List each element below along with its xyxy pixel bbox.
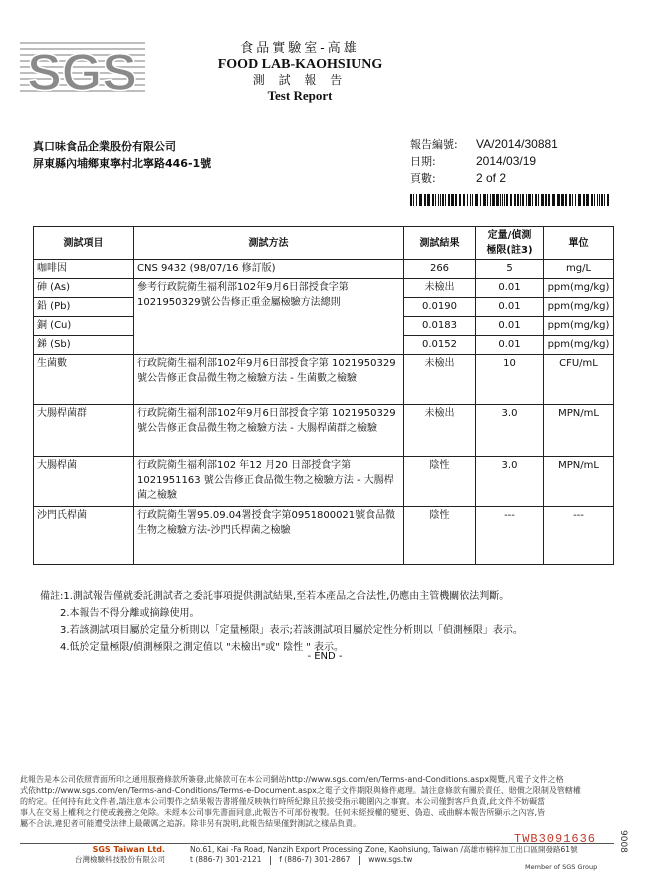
footer-divider xyxy=(20,843,614,844)
report-date-label: 日期: xyxy=(410,155,436,168)
report-meta xyxy=(410,136,558,187)
lab-name-english: FOOD LAB-KAOHSIUNG xyxy=(217,57,383,72)
report-date-value: 2014/03/19 xyxy=(476,154,537,168)
cell-result: 0.0190 xyxy=(404,298,476,317)
client-block xyxy=(33,138,211,172)
cell-result: 266 xyxy=(404,260,476,279)
cell-limit: 10 xyxy=(476,355,544,405)
report-barcode xyxy=(410,194,612,206)
side-code: 9008 xyxy=(618,830,628,853)
table-row xyxy=(34,507,614,565)
cell-unit: ppm(mg/kg) xyxy=(544,279,614,298)
sgs-logo xyxy=(20,40,145,100)
cell-result: 未檢出 xyxy=(404,405,476,457)
header-limit: 定量/偵測 極限(註3) xyxy=(476,227,544,260)
cell-result: 0.0152 xyxy=(404,336,476,355)
page-count-value: 2 of 2 xyxy=(476,171,507,185)
cell-item: 鉛 (Pb) xyxy=(34,298,134,317)
cell-unit: ppm(mg/kg) xyxy=(544,298,614,317)
note-2: 2.本報告不得分離或摘錄使用。 xyxy=(60,608,200,619)
lab-name-chinese: 食品實驗室-高雄 xyxy=(240,41,360,56)
note-4: 4.低於定量極限/偵測極限之測定值以 "未檢出"或" 陰性 " 表示。 xyxy=(60,642,345,653)
cell-limit: 0.01 xyxy=(476,336,544,355)
results-table xyxy=(33,226,614,565)
footer-company xyxy=(75,845,165,865)
header-unit: 單位 xyxy=(544,227,614,260)
table-row xyxy=(34,260,614,279)
company-name-english: SGS Taiwan Ltd. xyxy=(92,845,165,854)
cell-item: 砷 (As) xyxy=(34,279,134,298)
header-test-item: 測試項目 xyxy=(34,227,134,260)
page-count-label: 頁數: xyxy=(410,172,436,185)
report-number-label: 報告編號: xyxy=(410,138,458,151)
cell-limit: --- xyxy=(476,507,544,565)
footer-contact xyxy=(190,845,578,865)
report-title-english: Test Report xyxy=(267,88,333,103)
cell-limit: 3.0 xyxy=(476,457,544,507)
cell-result: 陰性 xyxy=(404,507,476,565)
note-3: 3.若該測試項目屬於定量分析則以「定量極限」表示;若該測試項目屬於定性分析則以「偵測極限」表示。 xyxy=(60,625,523,636)
cell-unit: mg/L xyxy=(544,260,614,279)
cell-unit: ppm(mg/kg) xyxy=(544,317,614,336)
company-fax: f (886-7) 301-2867 xyxy=(279,855,351,864)
cell-item: 生菌數 xyxy=(34,355,134,405)
header-test-method: 測試方法 xyxy=(134,227,404,260)
company-website: www.sgs.tw xyxy=(368,855,413,864)
cell-item: 大腸桿菌 xyxy=(34,457,134,507)
cell-limit: 5 xyxy=(476,260,544,279)
company-phone: t (886-7) 301-2121 xyxy=(190,855,262,864)
report-number-value: VA/2014/30881 xyxy=(476,137,558,151)
notes-block xyxy=(40,588,523,656)
cell-unit: MPN/mL xyxy=(544,457,614,507)
table-row xyxy=(34,279,614,298)
cell-unit: ppm(mg/kg) xyxy=(544,336,614,355)
table-row xyxy=(34,355,614,405)
report-header xyxy=(200,41,400,103)
cell-result: 0.0183 xyxy=(404,317,476,336)
cell-result: 陰性 xyxy=(404,457,476,507)
table-header-row xyxy=(34,227,614,260)
twb-serial: TWB3091636 xyxy=(514,832,597,846)
table-row xyxy=(34,457,614,507)
cell-method: 行政院衛生福利部102 年12 月20 日部授食字第 1021951163 號公告修正食品微生物之檢驗方法 - 大腸桿 菌之檢驗 xyxy=(134,457,404,507)
client-name: 真口味食品企業股份有限公司 xyxy=(33,140,176,153)
cell-item: 沙門氏桿菌 xyxy=(34,507,134,565)
cell-limit: 3.0 xyxy=(476,405,544,457)
member-of-sgs: Member of SGS Group xyxy=(525,863,598,871)
cell-unit: CFU/mL xyxy=(544,355,614,405)
cell-method: CNS 9432 (98/07/16 修訂版) xyxy=(134,260,404,279)
report-title-chinese: 測 試 報 告 xyxy=(252,73,348,87)
cell-item: 銅 (Cu) xyxy=(34,317,134,336)
cell-limit: 0.01 xyxy=(476,279,544,298)
end-marker: - END - xyxy=(307,651,343,662)
cell-result: 未檢出 xyxy=(404,279,476,298)
cell-item: 咖啡因 xyxy=(34,260,134,279)
cell-limit: 0.01 xyxy=(476,317,544,336)
cell-item: 大腸桿菌群 xyxy=(34,405,134,457)
cell-method: 行政院衛生福利部102年9月6日部授食字第 1021950329 號公告修正食品微生物之檢驗方法 - 大腸桿菌群之檢驗 xyxy=(134,405,404,457)
client-address: 屏東縣內埔鄉東寧村北寧路446-1號 xyxy=(33,157,212,170)
cell-unit: MPN/mL xyxy=(544,405,614,457)
company-address: No.61, Kai -Fa Road, Nanzih Export Processing Zone, Kaohsiung, Taiwan /高雄市楠梓加工出口區開發路61號 xyxy=(190,845,578,854)
svg-text:SGS: SGS xyxy=(27,44,137,100)
cell-limit: 0.01 xyxy=(476,298,544,317)
cell-item: 銻 (Sb) xyxy=(34,336,134,355)
cell-method: 行政院衛生署95.09.04署授食字第0951800021號食品微 生物之檢驗方法-沙門氏桿菌之檢驗 xyxy=(134,507,404,565)
cell-method: 行政院衛生福利部102年9月6日部授食字第 1021950329 號公告修正食品微生物之檢驗方法 - 生菌數之檢驗 xyxy=(134,355,404,405)
note-1: 備註:1.測試報告僅就委託測試者之委託事項提供測試結果,至若本產品之合法性,仍應由主管機關依法判斷。 xyxy=(40,591,510,602)
cell-unit: --- xyxy=(544,507,614,565)
table-row xyxy=(34,405,614,457)
header-test-result: 測試結果 xyxy=(404,227,476,260)
cell-result: 未檢出 xyxy=(404,355,476,405)
cell-method-heavy-metals: 參考行政院衛生福利部102年9月6日部授食字第 1021950329號公告修正重金屬檢驗方法總則 xyxy=(134,279,404,355)
company-name-chinese: 台灣檢驗科技股份有限公司 xyxy=(75,855,165,864)
terms-fine-print: 此報告是本公司依照背面所印之通用服務條款所簽發,此條款可在本公司網站http://www.sgs.com/en/Terms-and-Conditions.aspx閱覽,凡電子文件之格 式依http://www.sgs.com/en/Terms-and-Conditions/Terms-e-Document.aspx之電子文件期限與條件處理。請注意條款有關於責任、賠償之限制及管轄權 的約定。任何持有此文件者,請注意本公司製作之結果報告書將僅反映執行時所紀錄且於接受指示範圍內之事實。本公司僅對客戶負責,此文件不妨礙當 事人在交易上權利之行使或義務之免除。未經本公司事先書面同意,此報告不可部份複製。任何未經授權的變更、偽造、或曲解本報告所顯示之內容,皆 屬不合法,違犯者可能遭受法律上最嚴厲之追訴。除非另有說明,此報告結果僅對測試之樣品負責。 xyxy=(20,775,581,828)
